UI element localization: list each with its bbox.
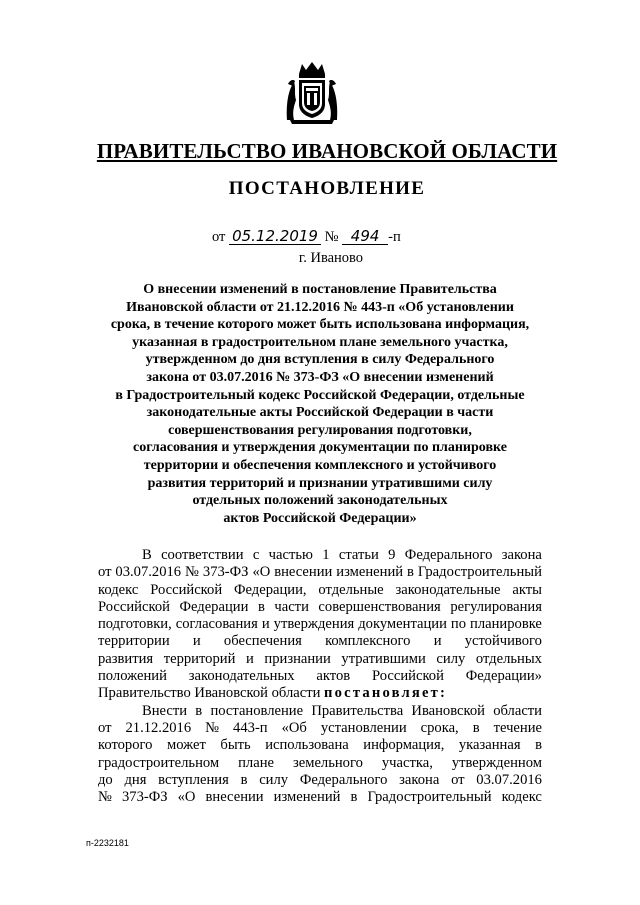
body-word: от: [98, 564, 112, 581]
body-word: комплексного: [325, 633, 411, 650]
subject-line: срока, в течение которого может быть использована информация,: [110, 317, 530, 333]
body-word: №: [98, 789, 112, 806]
body-word: акты: [512, 581, 542, 598]
body-word: установлении: [320, 719, 407, 736]
body-line: [98, 755, 542, 772]
body-word: Градостроительный: [417, 564, 542, 581]
body-word: Российской: [98, 598, 170, 615]
body-word: которого: [98, 737, 153, 754]
body-word: постановление: [210, 702, 304, 719]
body-word: №: [205, 719, 220, 736]
body-word: законодательных: [188, 668, 295, 685]
decree-body: [98, 547, 542, 806]
body-line: [98, 772, 542, 789]
decree-subject: [100, 281, 540, 527]
body-word: документации: [358, 616, 447, 633]
body-word: изменений: [336, 564, 404, 581]
body-word: информация,: [363, 737, 445, 754]
body-word: дня: [124, 771, 147, 788]
body-word: с: [252, 547, 260, 563]
body-word: от: [98, 719, 112, 736]
body-word: Ивановской: [411, 702, 485, 719]
body-word: В: [142, 547, 152, 563]
body-word: и: [261, 616, 270, 633]
body-word: 373-ФЗ: [202, 564, 249, 581]
body-word: территорий: [163, 650, 236, 667]
body-word: Федерации: [179, 598, 249, 615]
body-line: [98, 633, 542, 650]
body-word: 9: [388, 547, 396, 563]
body-word: утвержденном: [451, 754, 542, 771]
subject-line: утвержденном до дня вступления в силу Федерального: [145, 352, 495, 368]
body-word: области: [493, 702, 542, 719]
body-word: кодекс: [501, 789, 542, 806]
body-word: развития: [98, 650, 154, 667]
body-word: внесении: [205, 789, 264, 806]
body-word: закона: [399, 771, 440, 788]
number-suffix: -п: [388, 229, 401, 245]
body-word: закона: [501, 547, 542, 563]
body-text-segment: Правительство Ивановской области: [98, 685, 325, 702]
body-word: обеспечения: [223, 633, 302, 650]
subject-line: развития территорий и признании утратившими силу: [147, 475, 493, 491]
body-word: Градостроительный: [367, 789, 492, 806]
body-word: территории: [98, 633, 170, 650]
body-word: участка,: [381, 754, 433, 771]
body-word: положений: [98, 668, 167, 685]
body-line: [98, 737, 542, 754]
body-word: Внести: [142, 702, 188, 719]
body-word: подготовки,: [98, 616, 172, 633]
body-word: изменений: [273, 789, 341, 806]
body-line: [98, 582, 542, 599]
date-prefix: от: [212, 229, 226, 245]
body-word: градостроительном: [98, 754, 220, 771]
body-word: от: [451, 771, 465, 788]
body-word: отдельные: [318, 581, 384, 598]
body-word: «О: [252, 564, 271, 581]
body-line: [98, 703, 542, 720]
body-line: [98, 564, 542, 581]
subject-line: согласования и утверждения документации по планировке: [133, 440, 507, 456]
body-word: Федерации»: [465, 668, 542, 685]
body-word: утверждения: [273, 616, 355, 633]
body-word: в: [472, 719, 480, 736]
body-word: Федерального: [299, 771, 388, 788]
body-word: по: [450, 616, 467, 633]
body-word: 1: [322, 547, 330, 563]
body-word: внесении: [274, 564, 333, 581]
body-line: [98, 599, 542, 616]
body-word: в: [407, 564, 414, 581]
body-word: 21.12.2016: [125, 719, 192, 736]
body-word: утратившими: [341, 650, 426, 667]
subject-line: О внесении изменений в постановление Правительства: [143, 282, 497, 297]
number-label: №: [324, 229, 339, 245]
body-word: до: [98, 771, 113, 788]
body-line: [98, 668, 542, 685]
body-word: 443-п: [233, 719, 268, 736]
document-type-title: ПОСТАНОВЛЕНИЕ: [228, 178, 426, 199]
body-word: Российской: [371, 668, 444, 685]
body-word: использована: [265, 737, 349, 754]
body-word: силу: [436, 650, 466, 667]
decree-action-word: постановляет:: [324, 685, 448, 702]
body-word: Федерального: [404, 547, 493, 563]
body-word: быть: [220, 737, 251, 754]
body-word: течение: [493, 719, 542, 736]
subject-line: совершенствования регулирования подготовки,: [168, 422, 472, 438]
body-word: отдельных: [475, 650, 542, 667]
body-word: признании: [264, 650, 331, 667]
body-word: и: [246, 650, 254, 667]
body-word: плане: [238, 754, 274, 771]
body-word: кодекс: [98, 581, 139, 598]
subject-line: территории и обеспечения комплексного и устойчивого: [143, 457, 497, 473]
body-word: «О: [177, 789, 196, 806]
body-word: земельного: [292, 754, 363, 771]
government-title: ПРАВИТЕЛЬСТВО ИВАНОВСКОЙ ОБЛАСТИ: [96, 139, 558, 163]
body-word: в: [257, 598, 265, 615]
body-word: частью: [268, 547, 313, 563]
body-word: Федерации,: [233, 581, 307, 598]
body-word: законодательные: [395, 581, 501, 598]
subject-line: закона от 03.07.2016 № 373-ФЗ «О внесении изменений: [146, 369, 494, 385]
subject-line: отдельных положений законодательных: [192, 493, 448, 509]
city-line: г. Иваново: [298, 250, 364, 266]
body-word: Правительства: [311, 702, 404, 719]
body-word: планировке: [470, 616, 542, 633]
subject-line: Ивановской области от 21.12.2016 № 443-п «Об установлении: [126, 299, 514, 315]
body-word: устойчивого: [464, 633, 542, 650]
body-line: [98, 616, 542, 633]
body-word: 03.07.2016: [476, 771, 542, 788]
document-code: п-2232181: [86, 838, 129, 848]
body-word: силу: [259, 771, 289, 788]
body-word: №: [185, 564, 199, 581]
body-line: [98, 720, 542, 737]
body-word: и: [192, 633, 201, 650]
subject-line: в Градостроительный кодекс Российской Федерации, отдельные: [115, 387, 525, 403]
subject-line: указанная в градостроительном плане земельного участка,: [132, 334, 508, 350]
body-word: «Об: [281, 719, 307, 736]
body-word: вступления: [158, 771, 229, 788]
body-word: согласования: [175, 616, 258, 633]
body-word: в: [350, 789, 358, 806]
handwritten-number: 494: [342, 228, 388, 245]
body-word: актов: [316, 668, 351, 685]
body-word: 03.07.2016: [115, 564, 182, 581]
subject-line: актов Российской Федерации»: [223, 510, 417, 526]
body-word: соответствии: [161, 547, 244, 563]
body-word: совершенствования: [318, 598, 441, 615]
body-word: в: [195, 702, 203, 719]
body-word: регулирования: [450, 598, 542, 615]
subject-line: законодательные акты Российской Федерации в части: [146, 405, 494, 421]
body-line: [98, 685, 542, 702]
body-word: Российской: [150, 581, 223, 598]
body-line: [98, 789, 542, 806]
body-word: срока,: [420, 719, 459, 736]
coat-of-arms-icon: [284, 60, 340, 126]
body-word: указанная: [458, 737, 521, 754]
body-word: может: [166, 737, 206, 754]
body-word: части: [274, 598, 309, 615]
date-number-line: [212, 228, 401, 246]
body-line: [98, 547, 542, 564]
body-word: 373-ФЗ: [121, 789, 168, 806]
body-word: и: [433, 633, 442, 650]
body-word: в: [535, 737, 542, 754]
body-word: в: [240, 771, 248, 788]
body-word: статьи: [338, 547, 379, 563]
handwritten-date: 05.12.2019: [229, 228, 321, 245]
body-line: [98, 651, 542, 668]
